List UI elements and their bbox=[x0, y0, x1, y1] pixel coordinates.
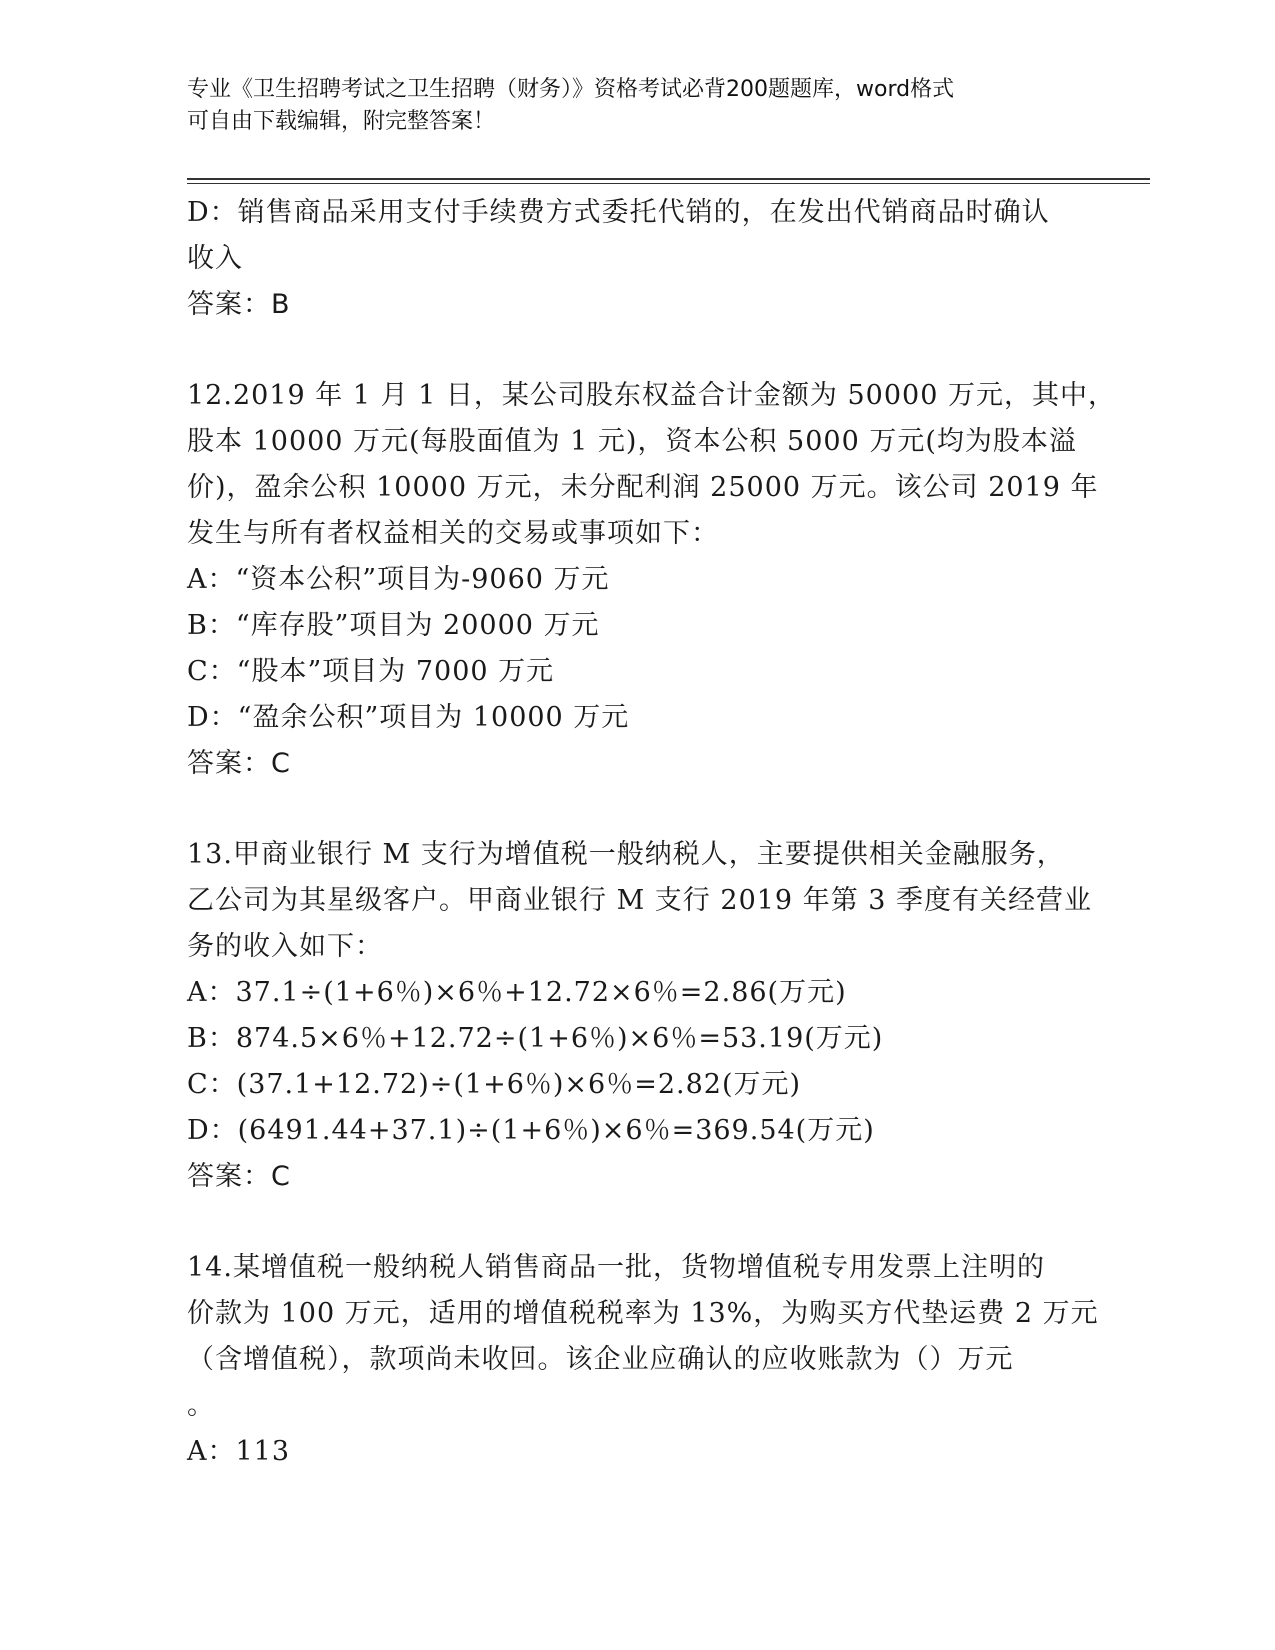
question-stem-line: 14.某增值税一般纳税人销售商品一批，货物增值税专用发票上注明的 bbox=[187, 1252, 1045, 1283]
question-stem-line: 价)，盈余公积 10000 万元，未分配利润 25000 万元。该公司 2019 年 bbox=[187, 472, 1099, 503]
question-stem-line: 股本 10000 万元(每股面值为 1 元)，资本公积 5000 万元(均为股本溢 bbox=[187, 426, 1077, 457]
question-stem-line: 13.甲商业银行 M 支行为增值税一般纳税人，主要提供相关金融服务， bbox=[187, 839, 1065, 870]
question-13 bbox=[187, 832, 1093, 1200]
question-stem-line: 。 bbox=[187, 1390, 215, 1421]
option-a: A：“资本公积”项目为-9060 万元 bbox=[187, 564, 610, 595]
option-d: D：(6491.44+37.1)÷(1+6％)×6％=369.54(万元) bbox=[187, 1115, 875, 1146]
answer-line: 答案：B bbox=[187, 289, 291, 320]
option-d-continued: 收入 bbox=[187, 243, 243, 274]
question-stem-line: 务的收入如下： bbox=[187, 931, 383, 962]
header-title-line-1: 专业《卫生招聘考试之卫生招聘（财务）》资格考试必背200题题库，word格式 bbox=[187, 77, 955, 102]
spacer bbox=[187, 328, 1087, 373]
header-title-line-2: 可自由下载编辑，附完整答案！ bbox=[187, 109, 496, 134]
option-b: B：“库存股”项目为 20000 万元 bbox=[187, 610, 600, 641]
answer-line: 答案：C bbox=[187, 748, 291, 779]
question-14 bbox=[187, 1245, 1099, 1475]
question-12 bbox=[187, 373, 1116, 787]
option-b: B：874.5×6％+12.72÷(1+6％)×6％=53.19(万元) bbox=[187, 1023, 884, 1054]
spacer bbox=[187, 787, 1087, 832]
question-stem-line: 发生与所有者权益相关的交易或事项如下： bbox=[187, 518, 719, 549]
option-a: A：113 bbox=[187, 1436, 291, 1467]
option-a: A：37.1÷(1+6％)×6％+12.72×6％=2.86(万元) bbox=[187, 977, 847, 1008]
question-stem-line: （含增值税），款项尚未收回。该企业应确认的应收账款为（）万元 bbox=[187, 1344, 1014, 1375]
option-c: C：“股本”项目为 7000 万元 bbox=[187, 656, 555, 687]
spacer bbox=[187, 1200, 1087, 1245]
option-d: D：“盈余公积”项目为 10000 万元 bbox=[187, 702, 630, 733]
document-header bbox=[187, 74, 1067, 138]
question-stem-line: 乙公司为其星级客户。甲商业银行 M 支行 2019 年第 3 季度有关经营业 bbox=[187, 885, 1093, 916]
question-stem-line: 价款为 100 万元，适用的增值税税率为 13%，为购买方代垫运费 2 万元 bbox=[187, 1298, 1099, 1329]
option-c: C：(37.1+12.72)÷(1+6％)×6％=2.82(万元) bbox=[187, 1069, 802, 1100]
question-11-tail bbox=[187, 190, 1087, 328]
question-stem-line: 12.2019 年 1 月 1 日，某公司股东权益合计金额为 50000 万元，其中， bbox=[187, 380, 1116, 411]
answer-line: 答案：C bbox=[187, 1161, 291, 1192]
header-divider-thick bbox=[187, 178, 1150, 180]
header-divider-thin bbox=[187, 183, 1150, 184]
document-body bbox=[187, 190, 1116, 1475]
option-d: D：销售商品采用支付手续费方式委托代销的，在发出代销商品时确认 bbox=[187, 197, 1050, 228]
